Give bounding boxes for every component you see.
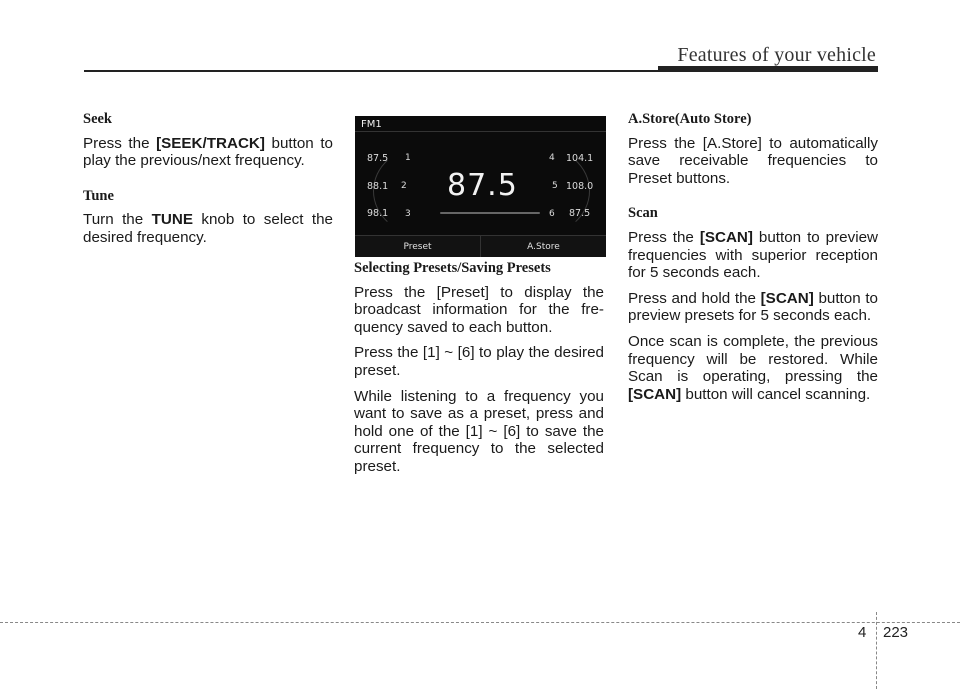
scan-p2-pre: Press and hold the [628, 289, 761, 307]
preset-freq-5: 108.0 [566, 181, 594, 192]
presets-heading: Selecting Presets/Saving Presets [354, 260, 551, 276]
seek-button-name: [SEEK/TRACK] [156, 134, 265, 152]
scan-p2-post: button to preview presets for 5 seconds each. [628, 289, 878, 325]
footer-dashed-rule [0, 622, 960, 623]
page-number: 223 [883, 624, 909, 641]
preset-button: Preset [355, 236, 481, 257]
presets-paragraph-1: Press the [Preset] to display the broadcast information for the fre-quency saved to each button. [354, 283, 604, 336]
scan-p1-post: button to preview frequencies with superior reception for 5 seconds each. [628, 228, 878, 282]
section-title: Features of your vehicle [677, 44, 876, 66]
scan-heading: Scan [628, 205, 658, 222]
preset-num-3: 3 [405, 209, 411, 219]
tune-text-post: knob to select the desired frequency. [83, 211, 333, 246]
chapter-number: 4 [858, 624, 867, 641]
column-2 [354, 260, 604, 484]
scan-p3-pre: Once scan is complete, the previous frequency will be restored. While Scan is operating, pressing the [628, 332, 878, 386]
preset-num-1: 1 [405, 153, 411, 163]
presets-paragraph-3: While listening to a frequency you want to save as a preset, press and hold one of the [1] ~ [6] to save the current frequency to the selected preset. [354, 387, 604, 475]
header-tab-bar [658, 66, 878, 72]
preset-freq-1: 87.5 [367, 153, 389, 164]
seek-paragraph [83, 135, 333, 170]
seek-text-pre: Press the [83, 134, 157, 152]
band-label: FM1 [361, 119, 382, 130]
column-3 [628, 111, 878, 411]
scan-paragraph-2 [628, 290, 878, 325]
screen-divider [355, 131, 606, 132]
header-rule [84, 70, 660, 72]
tune-text-pre: Turn the [83, 211, 152, 229]
frequency-underline [440, 212, 540, 214]
preset-num-4: 4 [549, 153, 555, 163]
preset-num-6: 6 [549, 209, 555, 219]
preset-freq-2: 88.1 [367, 181, 389, 192]
astore-paragraph: Press the [A.Store] to automatically save receivable frequencies to Preset buttons. [628, 134, 878, 187]
scan-p3-button: [SCAN] [628, 385, 682, 403]
presets-paragraph-2: Press the [1] ~ [6] to play the desired preset. [354, 344, 604, 379]
tune-knob-name: TUNE [151, 211, 193, 229]
footer-vertical-rule [876, 612, 877, 689]
seek-text-post: button to play the previous/next frequency. [83, 134, 333, 170]
scan-p1-button: [SCAN] [699, 228, 753, 246]
scan-paragraph-3 [628, 333, 878, 403]
scan-p2-button: [SCAN] [760, 289, 814, 307]
astore-button: A.Store [527, 242, 560, 252]
preset-freq-3: 98.1 [367, 208, 389, 219]
scan-p1-pre: Press the [628, 228, 700, 246]
preset-num-5: 5 [552, 181, 558, 191]
preset-freq-4: 104.1 [566, 153, 594, 164]
current-frequency: 87.5 [447, 168, 518, 203]
preset-num-2: 2 [401, 181, 407, 191]
screen-button-bar [355, 235, 606, 257]
astore-heading: A.Store(Auto Store) [628, 111, 752, 127]
tune-paragraph [83, 211, 333, 246]
preset-freq-6: 87.5 [569, 208, 591, 219]
scan-paragraph-1 [628, 229, 878, 282]
tune-heading: Tune [83, 187, 114, 204]
column-1 [83, 111, 333, 255]
seek-heading: Seek [83, 111, 112, 127]
radio-screen-image [355, 116, 606, 257]
scan-p3-post: button will cancel scanning. [681, 385, 871, 403]
